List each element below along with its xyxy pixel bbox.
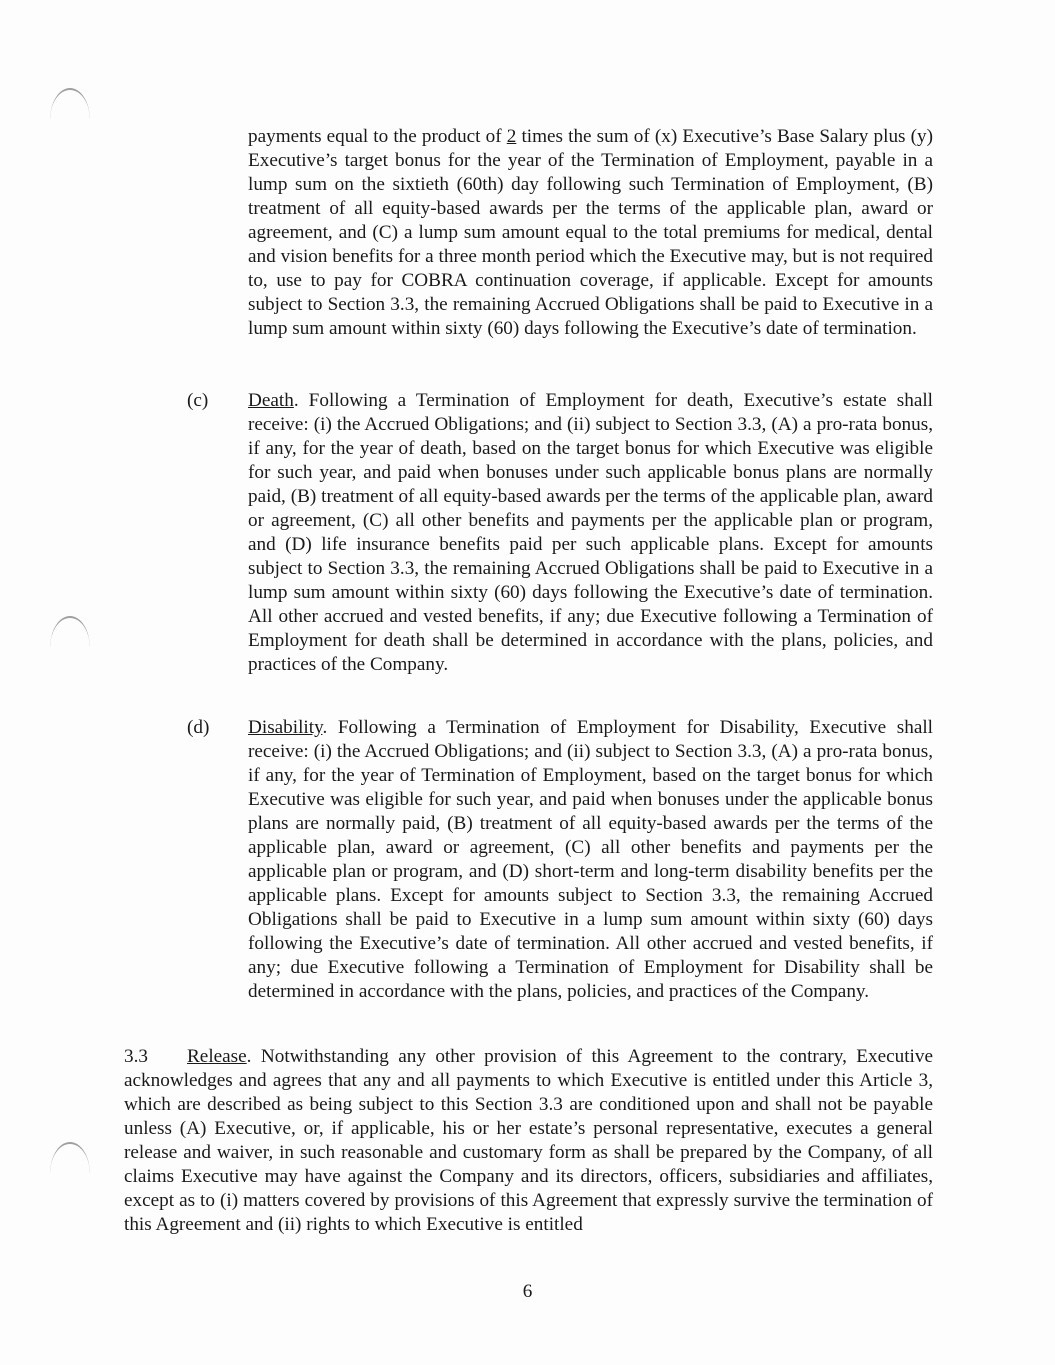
multiplier-value: 2	[506, 126, 517, 147]
section-release	[124, 1045, 933, 1237]
paragraph-text: times the sum of (x) Executive’s Base Salary plus (y) Executive’s target bonus for the year of the Termination of Employment, payable in a lump sum on the sixtieth (60th) day following such Termination of Employment, (B) treatment of all equity-based awards per the terms of the applicable plan, award or agreement, and (C) a lump sum amount equal to the total premiums for medical, dental and vision benefits for a three month period which the Executive may, but is not required to, use to pay for COBRA continuation coverage, if applicable. Except for amounts subject to Section 3.3, the remaining Accrued Obligations shall be paid to Executive in a lump sum amount within sixty (60) days following the Executive’s date of termination.	[248, 126, 933, 339]
paragraph-text: payments equal to the product of	[248, 126, 507, 147]
section-heading-release: Release	[187, 1046, 247, 1067]
clause-body: . Following a Termination of Employment for death, Executive’s estate shall receive: (i) the Accrued Obligations; and (ii) subject to Section 3.3, (A) a pro-rata bonus, if any, for the year of death, based on the target bonus for which Executive was eligible for such year, and paid when bonuses under such applicable bonus plans are normally paid, (B) treatment of all equity-based awards per the terms of the applicable plan, award or agreement, (C) all other benefits and payments per the applicable plan or program, and (D) life insurance benefits paid per such applicable plans. Except for amounts subject to Section 3.3, the remaining Accrued Obligations shall be paid to Executive in a lump sum amount within sixty (60) days following the Executive’s date of termination. All other accrued and vested benefits, if any; due Executive following a Termination of Employment for death shall be determined in accordance with the plans, policies, and practices of the Company.	[248, 390, 933, 675]
section-body: . Notwithstanding any other provision of this Agreement to the contrary, Executive acknowledges and agrees that any and all payments to which Executive is entitled under this Article 3, which are described as being subject to this Section 3.3 are conditioned upon and shall not be payable unless (A) Executive, or, if applicable, his or her estate’s personal representative, executes a general release and waiver, in such reasonable and customary form as shall be prepared by the Company, of all claims Executive may have against the Company and its directors, officers, subsidiaries and affiliates, except as to (i) matters covered by provisions of this Agreement that expressly survive the termination of this Agreement and (ii) rights to which Executive is entitled	[124, 1046, 933, 1235]
section-number: 3.3	[124, 1046, 148, 1067]
hole-punch-mark	[50, 88, 90, 120]
page-number: 6	[522, 1281, 533, 1302]
clause-heading-disability: Disability	[248, 717, 323, 738]
clause-death	[248, 389, 933, 677]
hole-punch-mark	[50, 1142, 90, 1174]
hole-punch-mark	[50, 616, 90, 648]
continuation-paragraph	[248, 125, 933, 341]
clause-heading-death: Death	[248, 390, 294, 411]
clause-disability	[248, 716, 933, 1004]
clause-body: . Following a Termination of Employment for Disability, Executive shall receive: (i) the Accrued Obligations; and (ii) subject to Section 3.3, (A) a pro-rata bonus, if any, for the year of Termination of Employment, based on the target bonus for which Executive was eligible for such year, and paid when bonuses under the applicable bonus plans are normally paid, (B) treatment of all equity-based awards per the terms of the applicable plan, award or agreement, (C) all other benefits and payments per the applicable plan or program, and (D) short-term and long-term disability benefits per the applicable plans. Except for amounts subject to Section 3.3, the remaining Accrued Obligations shall be paid to Executive in a lump sum amount within sixty (60) days following the Executive’s date of termination. All other accrued and vested benefits, if any; due Executive following a Termination of Employment for Disability shall be determined in accordance with the plans, policies, and practices of the Company.	[248, 717, 933, 1002]
clause-label-d: (d)	[187, 717, 210, 738]
clause-label-c: (c)	[187, 390, 209, 411]
